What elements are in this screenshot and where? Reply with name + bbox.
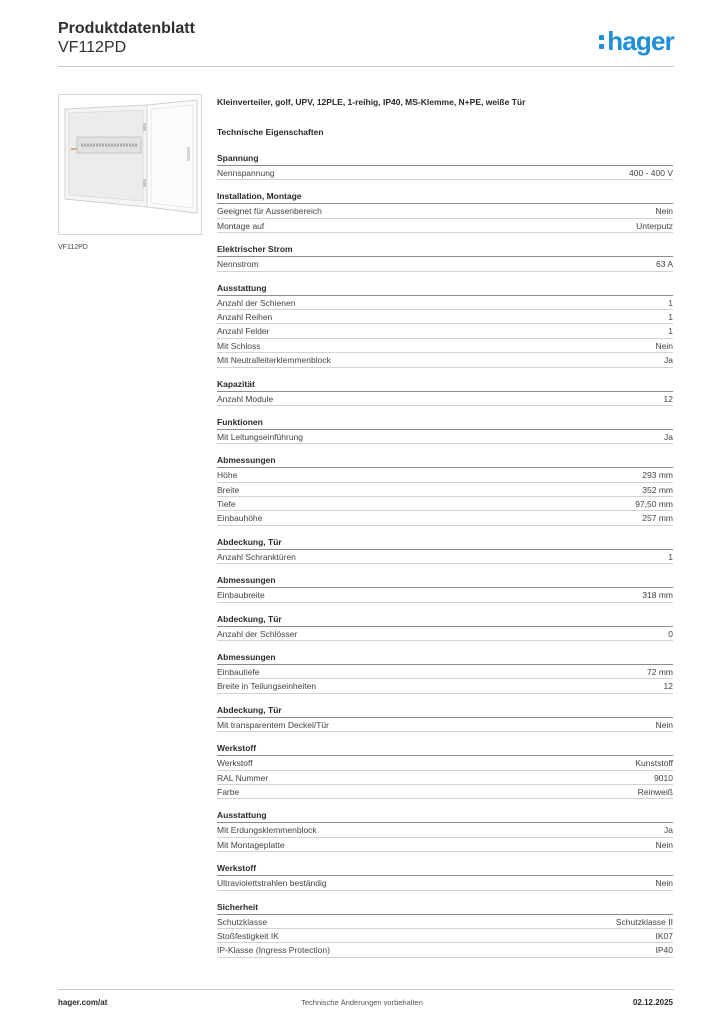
property-value: IK07 — [655, 930, 673, 941]
property-section — [217, 742, 673, 809]
section-gap — [217, 180, 673, 190]
hager-logo — [598, 28, 674, 54]
section-title: Ausstattung — [217, 282, 673, 296]
property-label: Breite — [217, 484, 240, 495]
footer-date: 02.12.2025 — [632, 998, 673, 1007]
property-value: Nein — [655, 340, 673, 351]
property-label: Werkstoff — [217, 758, 253, 769]
footer-notice: Technische Änderungen vorbehalten — [301, 998, 423, 1007]
property-row — [217, 204, 673, 218]
property-label: Stoßfestigkeit IK — [217, 930, 279, 941]
property-value: Ja — [664, 355, 673, 366]
footer-website: hager.com/at — [58, 998, 108, 1007]
property-label: Einbautiefe — [217, 667, 260, 678]
footer-divider — [58, 989, 674, 990]
property-label: RAL Nummer — [217, 772, 269, 783]
property-row — [217, 588, 673, 602]
property-value: Ja — [664, 825, 673, 836]
property-label: Mit Erdungsklemmenblock — [217, 825, 317, 836]
property-row — [217, 353, 673, 367]
property-value: Kunststoff — [635, 758, 673, 769]
section-gap — [217, 732, 673, 742]
property-label: Einbauhöhe — [217, 513, 263, 524]
property-label: Mit transparentem Deckel/Tür — [217, 719, 329, 730]
product-code: VF112PD — [58, 39, 127, 56]
property-value: Ja — [664, 431, 673, 442]
property-row — [217, 219, 673, 233]
section-gap — [217, 564, 673, 574]
section-title: Spannung — [217, 152, 673, 166]
property-label: Einbaubreite — [217, 590, 265, 601]
property-row — [217, 166, 673, 180]
property-section — [217, 454, 673, 536]
property-row — [217, 497, 673, 511]
property-row — [217, 324, 673, 338]
property-value: IP40 — [655, 945, 673, 956]
section-title: Ausstattung — [217, 809, 673, 823]
property-label: Breite in Teilungseinheiten — [217, 681, 317, 692]
property-value: 1 — [668, 551, 673, 562]
property-value: 400 - 400 V — [629, 168, 673, 178]
section-gap — [217, 406, 673, 416]
property-value: Nein — [655, 719, 673, 730]
section-title: Sicherheit — [217, 901, 673, 915]
property-label: Tiefe — [217, 499, 236, 510]
property-value: 257 mm — [642, 513, 673, 524]
property-row — [217, 483, 673, 497]
tech-properties-heading: Technische Eigenschaften — [217, 127, 324, 137]
logo-dots-icon — [598, 28, 606, 54]
section-title: Abmessungen — [217, 574, 673, 588]
property-value: 63 A — [655, 259, 673, 270]
property-row — [217, 929, 673, 943]
properties-list — [217, 152, 673, 958]
property-value: 72 mm — [647, 667, 673, 678]
section-gap — [217, 852, 673, 862]
product-description: Kleinverteiler, golf, UPV, 12PLE, 1-reihig, IP40, MS-Klemme, N+PE, weiße Tür — [217, 97, 526, 107]
datasheet-content — [217, 97, 673, 958]
section-gap — [217, 891, 673, 901]
property-section — [217, 416, 673, 454]
property-label: Ultraviolettstrahlen beständig — [217, 878, 327, 889]
property-section — [217, 243, 673, 281]
property-row — [217, 511, 673, 525]
property-label: Anzahl Schranktüren — [217, 551, 296, 562]
property-value: Unterputz — [636, 220, 673, 231]
property-row — [217, 771, 673, 785]
property-value: 12 — [663, 681, 673, 692]
property-row — [217, 756, 673, 770]
property-row — [217, 296, 673, 310]
property-row — [217, 876, 673, 890]
property-section — [217, 282, 673, 378]
property-row — [217, 665, 673, 679]
property-section — [217, 704, 673, 742]
property-label: Schutzklasse — [217, 916, 268, 927]
property-section — [217, 574, 673, 612]
section-title: Abdeckung, Tür — [217, 536, 673, 550]
property-label: Nennspannung — [217, 168, 275, 178]
property-row — [217, 430, 673, 444]
property-value: 1 — [668, 326, 673, 337]
property-value: 293 mm — [642, 470, 673, 481]
logo-text: hager — [607, 26, 674, 56]
property-label: Nennstrom — [217, 259, 259, 270]
property-value: Nein — [655, 839, 673, 850]
property-label: Anzahl der Schienen — [217, 297, 296, 308]
property-row — [217, 679, 673, 693]
property-label: Montage auf — [217, 220, 265, 231]
property-row — [217, 915, 673, 929]
property-row — [217, 550, 673, 564]
property-section — [217, 651, 673, 704]
property-value: Nein — [655, 878, 673, 889]
property-value: Reinweiß — [637, 786, 673, 797]
section-gap — [217, 368, 673, 378]
property-label: Höhe — [217, 470, 238, 481]
section-gap — [217, 233, 673, 243]
property-label: IP-Klasse (Ingress Protection) — [217, 945, 330, 956]
property-value: 12 — [663, 393, 673, 404]
property-section — [217, 152, 673, 190]
property-section — [217, 378, 673, 416]
section-gap — [217, 603, 673, 613]
distribution-board-icon — [59, 95, 201, 234]
section-title: Werkstoff — [217, 862, 673, 876]
property-label: Anzahl Reihen — [217, 311, 273, 322]
property-row — [217, 339, 673, 353]
property-row — [217, 718, 673, 732]
property-value: 1 — [668, 311, 673, 322]
property-label: Mit Schloss — [217, 340, 261, 351]
property-row — [217, 785, 673, 799]
image-caption: VF112PD — [58, 244, 88, 251]
section-title: Abmessungen — [217, 454, 673, 468]
property-label: Mit Neutralleiterklemmenblock — [217, 355, 331, 366]
property-row — [217, 627, 673, 641]
property-section — [217, 536, 673, 574]
page-header — [58, 20, 674, 68]
property-row — [217, 392, 673, 406]
property-row — [217, 468, 673, 482]
section-gap — [217, 694, 673, 704]
property-row — [217, 838, 673, 852]
section-title: Abdeckung, Tür — [217, 613, 673, 627]
section-title: Elektrischer Strom — [217, 243, 673, 257]
distribution-board-image — [58, 94, 202, 235]
property-section — [217, 809, 673, 862]
property-value: Nein — [655, 206, 673, 217]
header-divider — [58, 66, 674, 67]
property-label: Geeignet für Aussenbereich — [217, 206, 322, 217]
property-label: Farbe — [217, 786, 240, 797]
section-gap — [217, 526, 673, 536]
property-value: 1 — [668, 297, 673, 308]
section-gap — [217, 641, 673, 651]
property-label: Mit Montageplatte — [217, 839, 285, 850]
property-value: 9010 — [654, 772, 673, 783]
property-row — [217, 943, 673, 957]
property-value: Schutzklasse II — [615, 916, 673, 927]
section-gap — [217, 444, 673, 454]
property-label: Mit Leitungseinführung — [217, 431, 304, 442]
property-label: Anzahl Module — [217, 393, 274, 404]
section-title: Abdeckung, Tür — [217, 704, 673, 718]
section-title: Kapazität — [217, 378, 673, 392]
section-gap — [217, 799, 673, 809]
property-section — [217, 190, 673, 243]
property-row — [217, 257, 673, 271]
property-section — [217, 613, 673, 651]
property-value: 318 mm — [642, 590, 673, 601]
property-value: 352 mm — [642, 484, 673, 495]
property-row — [217, 310, 673, 324]
section-title: Installation, Montage — [217, 190, 673, 204]
property-section — [217, 862, 673, 900]
property-value: 0 — [668, 628, 673, 639]
section-title: Werkstoff — [217, 742, 673, 756]
section-gap — [217, 272, 673, 282]
section-title: Abmessungen — [217, 651, 673, 665]
property-value: 97,50 mm — [635, 499, 673, 510]
section-title: Funktionen — [217, 416, 673, 430]
property-label: Anzahl Felder — [217, 326, 270, 337]
property-label: Anzahl der Schlösser — [217, 628, 298, 639]
document-title: Produktdatenblatt — [58, 20, 195, 37]
property-row — [217, 823, 673, 837]
property-section — [217, 901, 673, 958]
